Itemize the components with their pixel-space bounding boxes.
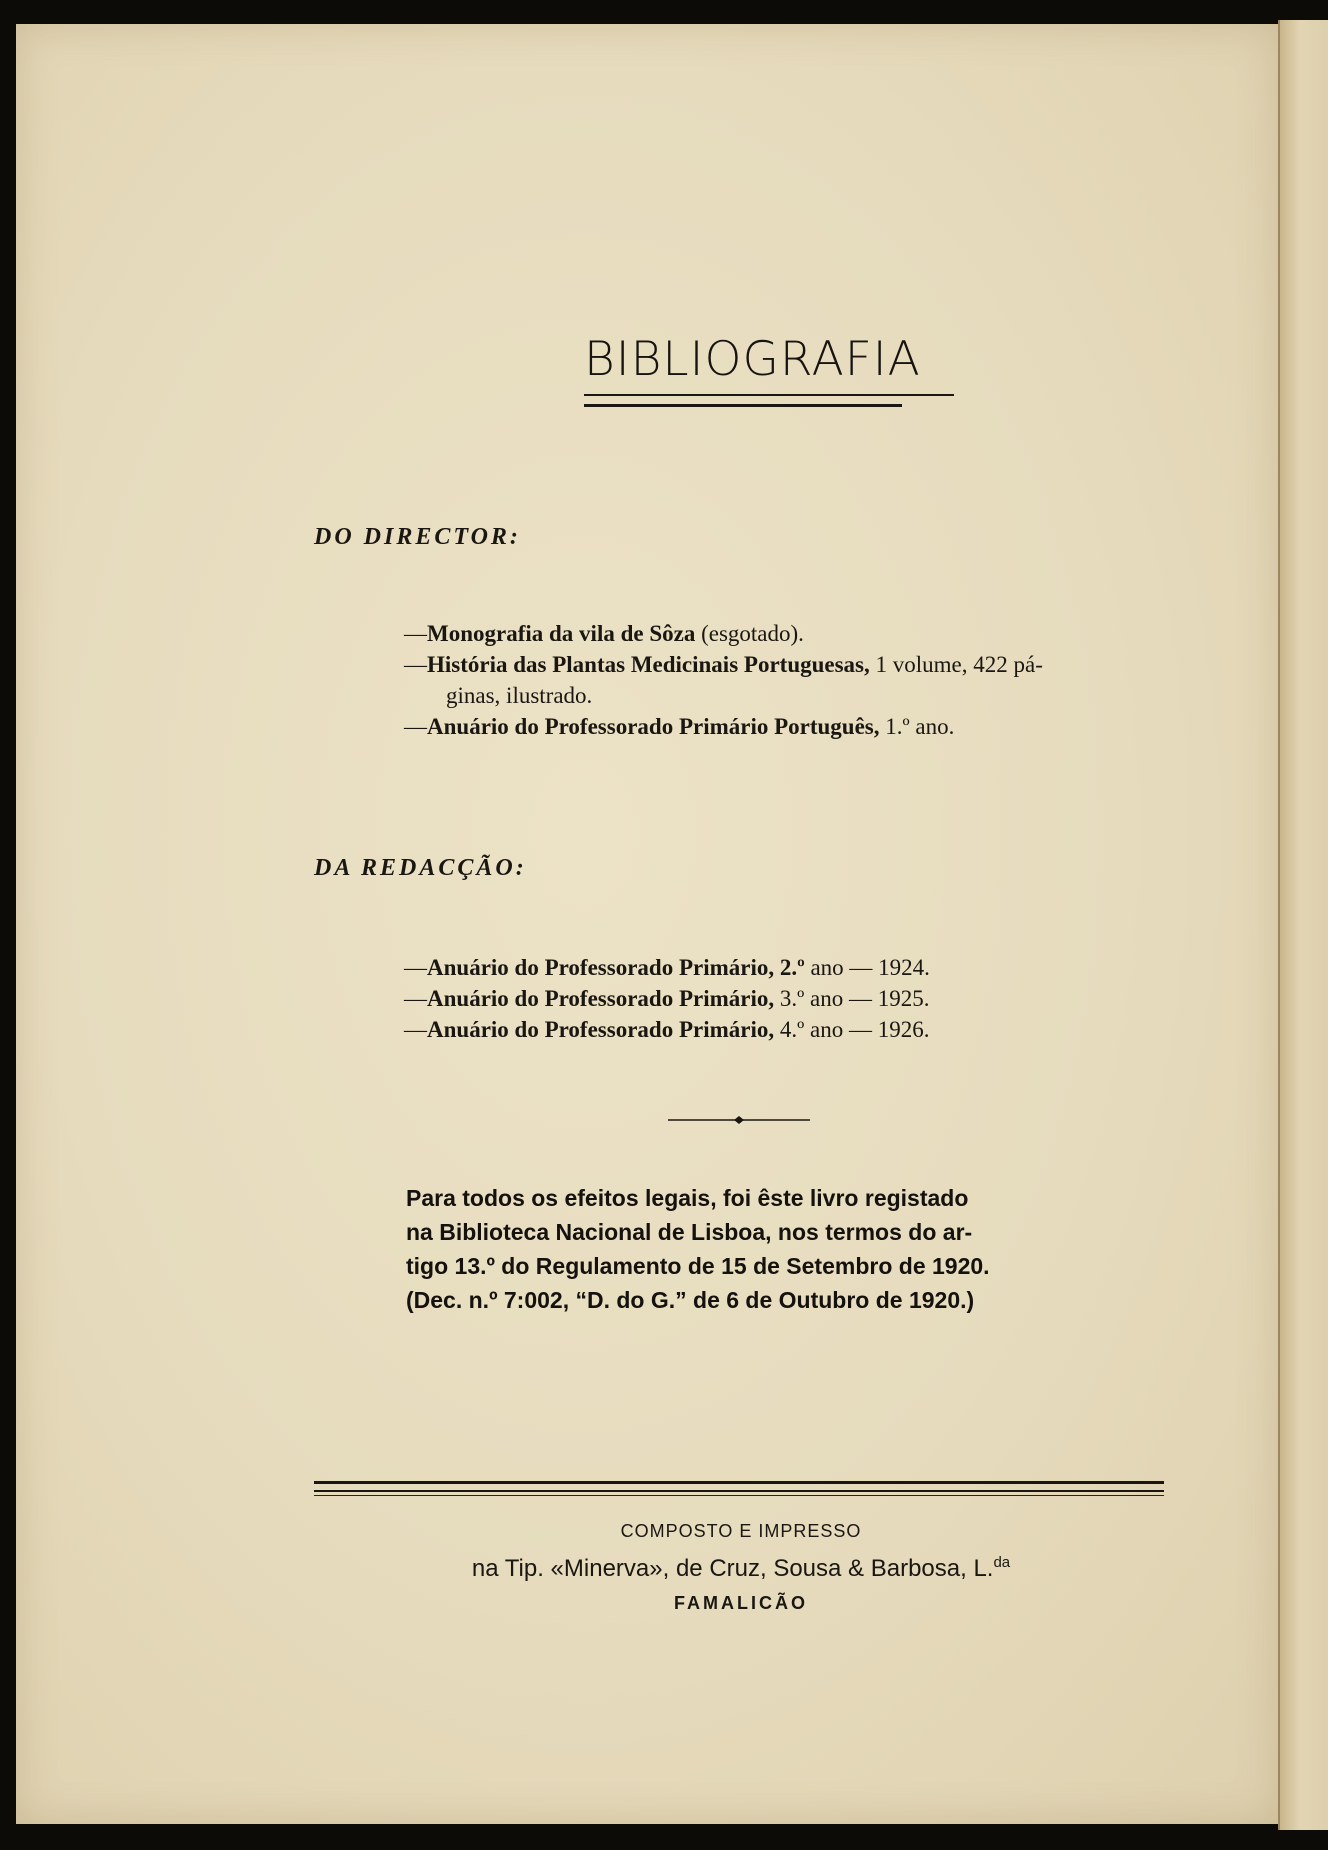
list-item: —História das Plantas Medicinais Portuguesas, 1 volume, 422 pá- — [404, 652, 1043, 677]
imprint-line-3: FAMALICÃO — [674, 1593, 808, 1613]
redaccao-list — [404, 952, 930, 1045]
document-page — [16, 24, 1278, 1824]
imprint-line-2: na Tip. «Minerva», de Cruz, Sousa & Barbosa, L.$^{da}$ — [471, 1554, 1011, 1582]
list-item-continuation: ginas, ilustrado. — [446, 683, 593, 708]
legal-line: tigo 13.º do Regulamento de 15 de Setembro de 1920. — [406, 1253, 990, 1279]
legal-line: Para todos os efeitos legais, foi êste livro registado — [406, 1185, 969, 1211]
ornament-divider — [668, 1116, 810, 1124]
list-item: —Anuário do Professorado Primário, 2.º ano — 1924. — [404, 955, 930, 980]
imprint-line-1: COMPOSTO E IMPRESSO — [620, 1521, 862, 1541]
list-item: —Anuário do Professorado Primário, 3.º ano — 1925. — [404, 986, 930, 1011]
list-item: —Anuário do Professorado Primário Português, 1.º ano. — [404, 714, 955, 739]
section-heading-director: DO DIRECTOR: — [314, 524, 521, 550]
list-item: —Anuário do Professorado Primário, 4.º ano — 1926. — [404, 1017, 930, 1042]
section-heading-redaccao: DA REDACÇÃO: — [314, 855, 527, 881]
list-item: —Monografia da vila de Sôza (esgotado). — [404, 621, 804, 646]
legal-line: (Dec. n.º 7:002, “D. do G.” de 6 de Outubro de 1920.) — [406, 1287, 975, 1313]
footer-rule — [314, 1490, 1164, 1492]
page-title: BIBLIOGRAFIA — [584, 332, 921, 387]
title-underline-double — [584, 404, 902, 407]
footer-rule — [314, 1495, 1164, 1496]
title-underline — [584, 394, 954, 396]
legal-notice — [406, 1181, 1036, 1317]
director-list — [404, 618, 1043, 742]
adjacent-page-edge — [1278, 20, 1328, 1830]
footer-rule — [314, 1481, 1164, 1484]
legal-line: na Biblioteca Nacional de Lisboa, nos termos do ar- — [406, 1219, 973, 1245]
title-block — [576, 332, 956, 387]
